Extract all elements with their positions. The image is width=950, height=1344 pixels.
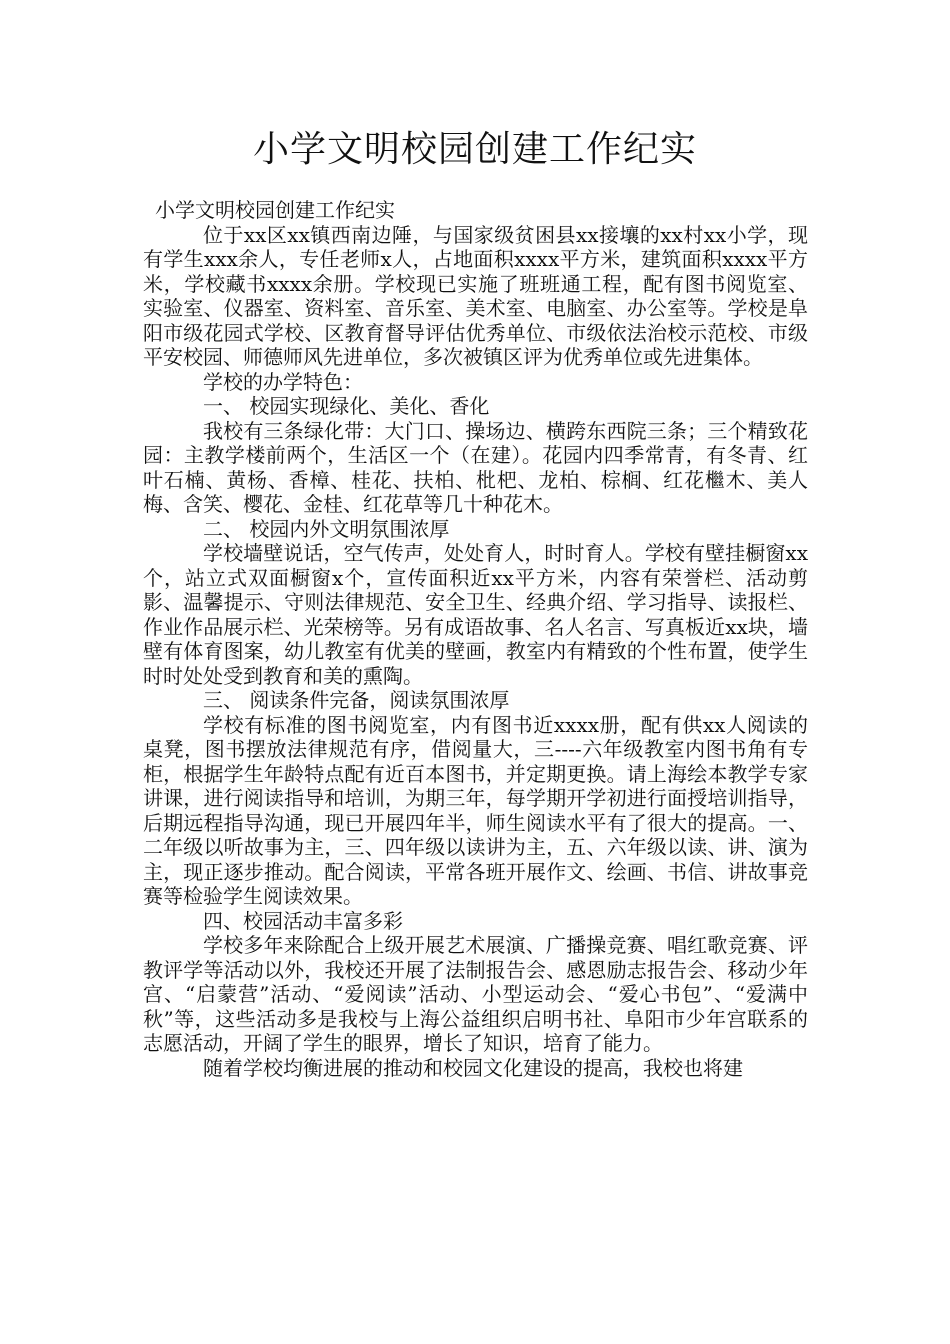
paragraph-features-heading: 学校的办学特色： — [203, 369, 363, 394]
section-heading-3: 三、 阅读条件完备，阅读氛围浓厚 — [203, 688, 510, 712]
section-heading-4: 四、校园活动丰富多彩 — [203, 908, 403, 933]
section-heading-1: 一、 校园实现绿化、美化、香化 — [203, 394, 490, 418]
document-title: 小学文明校园创建工作纪实 — [252, 129, 697, 170]
document-subtitle: 小学文明校园创建工作纪实 — [155, 198, 395, 222]
paragraph-greening: 我校有三条绿化带：大门口、操场边、横跨东西院三条；三个精致花园：主教学楼前两个，生活区一个（在建）。花园内四季常青，有冬青、红叶石楠、黄杨、香樟、桂花、扶柏、枇杷、龙柏、棕榈、红花檵木、美人梅、含笑、樱花、金桂、红花草等几十种花木。 — [143, 418, 808, 516]
paragraph-reading: 学校有标准的图书阅览室，内有图书近xxxx册，配有供xx人阅读的桌凳，图书摆放法律规范有序，借阅量大，三----六年级教室内图书角有专柜，根据学生年龄特点配有近百本图书，并定期更换。请上海绘本教学专家讲课，进行阅读指导和培训，为期三年，每学期开学初进行面授培训指导，后期远程指导沟通，现已开展四年半，师生阅读水平有了很大的提高。一、二年级以听故事为主，三、四年级以读讲为主，五、六年级以读、讲、演为主，现正逐步推动。配合阅读，平常各班开展作文、绘画、书信、讲故事竞赛等检验学生阅读效果。 — [143, 712, 808, 908]
paragraph-closing: 随着学校均衡进展的推动和校园文化建设的提高，我校也将建 — [203, 1055, 743, 1080]
document-body — [143, 198, 808, 1080]
paragraph-activities: 学校多年来除配合上级开展艺术展演、广播操竞赛、唱红歌竞赛、评教评学等活动以外，我校还开展了法制报告会、感恩励志报告会、移动少年宫、“启蒙营”活动、“爱阅读”活动、小型运动会、“爱心书包”、“爱满中秋”等，这些活动多是我校与上海公益组织启明书社、阜阳市少年宫联系的志愿活动，开阔了学生的眼界，增长了知识，培育了能力。 — [143, 933, 808, 1055]
paragraph-intro: 位于xx区xx镇西南边陲，与国家级贫困县xx接壤的xx村xx小学，现有学生xxx余人，专任老师x人，占地面积xxxx平方米，建筑面积xxxx平方米，学校藏书xxxx余册。学校现已实施了班班通工程，配有图书阅览室、实验室、仪器室、资料室、音乐室、美术室、电脑室、办公室等。学校是阜阳市级花园式学校、区教育督导评估优秀单位、市级依法治校示范校、市级平安校园、师德师风先进单位，多次被镇区评为优秀单位或先进集体。 — [143, 222, 808, 369]
paragraph-atmosphere: 学校墙壁说话，空气传声，处处育人，时时育人。学校有壁挂橱窗xx个，站立式双面橱窗x个，宣传面积近xx平方米，内容有荣誉栏、活动剪影、温馨提示、守则法律规范、安全卫生、经典介绍、学习指导、读报栏、作业作品展示栏、光荣榜等。另有成语故事、名人名言、写真板近xx块，墙壁有体育图案，幼儿教室有优美的壁画，教室内有精致的个性布置，使学生时时处处受到教育和美的熏陶。 — [143, 541, 808, 688]
section-heading-2: 二、 校园内外文明氛围浓厚 — [203, 516, 450, 541]
